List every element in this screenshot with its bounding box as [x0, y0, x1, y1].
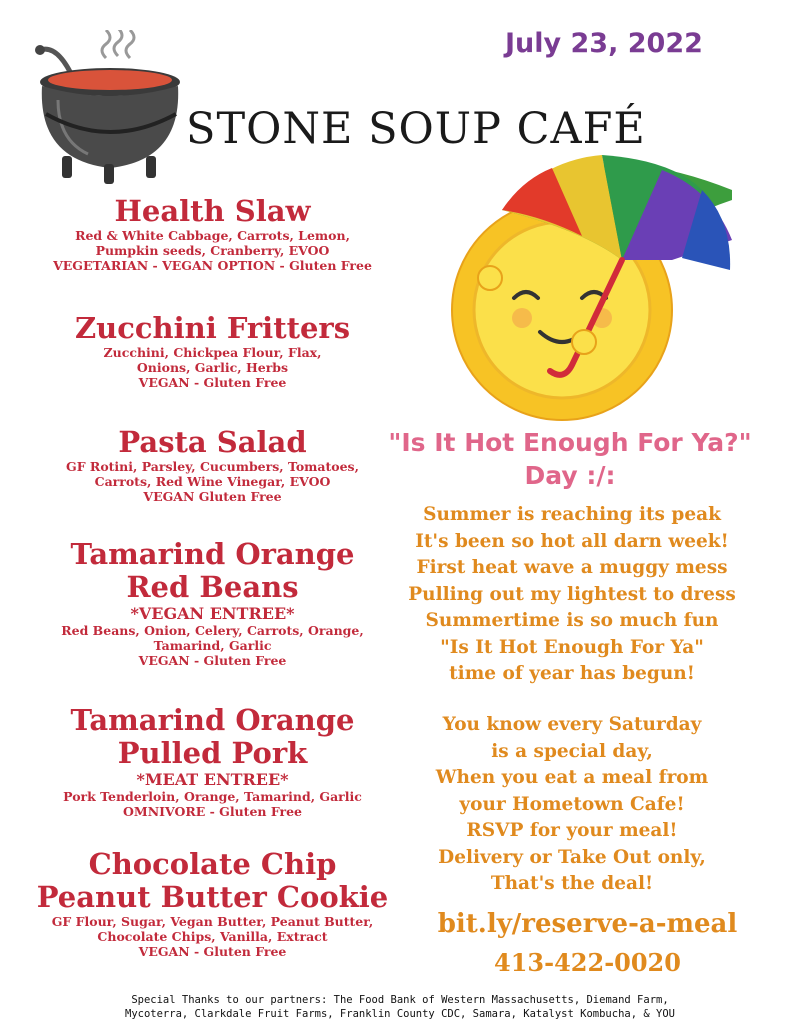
poem-line: When you eat a meal from: [435, 767, 709, 788]
dish-tags: VEGAN - Gluten Free: [138, 944, 287, 959]
dish-title: Tamarind Orange Pulled Pork: [70, 703, 355, 770]
dish-title: Pasta Salad: [118, 425, 307, 459]
reservation-link[interactable]: bit.ly/reserve-a-meal: [437, 909, 738, 939]
poem-stanza: [372, 712, 772, 898]
dish-description: Red & White Cabbage, Carrots, Lemon,: [75, 228, 350, 243]
dish-title: Chocolate Chip Peanut Butter Cookie: [36, 847, 389, 914]
brand-name: STONE SOUP CAFÉ: [186, 104, 646, 154]
dish-title: Health Slaw: [114, 194, 311, 228]
dish-description: Zucchini, Chickpea Flour, Flax,: [103, 345, 322, 360]
phone-number: 413-422-0020: [494, 948, 681, 977]
poem-line: "Is It Hot Enough For Ya": [440, 636, 704, 658]
event-title: [370, 426, 770, 492]
menu-item: [25, 848, 400, 959]
thanks-line: Mycoterra, Clarkdale Fruit Farms, Franklin County CDC, Samara, Katalyst Kombucha, & YOU: [125, 1008, 675, 1020]
menu-item: [25, 195, 400, 273]
dish-tags: VEGETARIAN - VEGAN OPTION - Gluten Free: [53, 258, 372, 273]
dish-title: Zucchini Fritters: [74, 311, 351, 345]
soup-pot-icon: [28, 30, 188, 188]
poem-line: Delivery or Take Out only,: [438, 846, 706, 868]
dish-description: Pumpkin seeds, Cranberry, EVOO: [95, 243, 330, 258]
dish-description: Carrots, Red Wine Vinegar, EVOO: [94, 474, 331, 489]
poem-line: RSVP for your meal!: [466, 820, 678, 841]
dish-description: Red Beans, Onion, Celery, Carrots, Orange,: [61, 623, 364, 638]
poem-line: Pulling out my lightest to dress: [408, 583, 736, 605]
poem-line: That's the deal!: [490, 873, 654, 894]
dish-description: Pork Tenderloin, Orange, Tamarind, Garlic: [63, 789, 362, 804]
dish-title: Tamarind Orange Red Beans: [70, 537, 355, 604]
event-title-line: "Is It Hot Enough For Ya?": [388, 428, 752, 457]
poem-line: First heat wave a muggy mess: [416, 557, 728, 578]
dish-subtitle: *MEAT ENTREE*: [136, 770, 289, 789]
dish-tags: VEGAN - Gluten Free: [138, 375, 287, 390]
dish-description: Chocolate Chips, Vanilla, Extract: [97, 929, 328, 944]
menu-item: [25, 312, 400, 390]
poem-line: is a special day,: [491, 740, 653, 762]
dish-description: Tamarind, Garlic: [153, 638, 272, 653]
poem-stanza: [372, 502, 772, 688]
dish-tags: VEGAN Gluten Free: [143, 489, 282, 504]
dish-tags: OMNIVORE - Gluten Free: [123, 804, 302, 819]
date: July 23, 2022: [505, 28, 703, 59]
dish-description: GF Flour, Sugar, Vegan Butter, Peanut Butter,: [51, 914, 374, 929]
menu-item: [25, 538, 400, 668]
thanks-line: Special Thanks to our partners: The Food Bank of Western Massachusetts, Diemand Farm,: [131, 994, 669, 1006]
poem-line: Summertime is so much fun: [425, 610, 719, 631]
dish-description: Onions, Garlic, Herbs: [136, 360, 289, 375]
dish-tags: VEGAN - Gluten Free: [138, 653, 287, 668]
dish-subtitle: *VEGAN ENTREE*: [130, 604, 295, 623]
poem-line: your Hometown Cafe!: [459, 793, 685, 815]
poem-line: time of year has begun!: [449, 663, 695, 684]
partners-thanks: [10, 993, 790, 1021]
sun-with-umbrella-icon: [432, 150, 747, 425]
poem-line: It's been so hot all darn week!: [415, 530, 729, 552]
poem-line: You know every Saturday: [442, 714, 702, 735]
menu-item: [25, 704, 400, 819]
menu-item: [25, 426, 400, 504]
dish-description: GF Rotini, Parsley, Cucumbers, Tomatoes,: [66, 459, 359, 474]
poem-line: Summer is reaching its peak: [423, 504, 721, 525]
event-title-line: Day :/:: [524, 461, 616, 490]
